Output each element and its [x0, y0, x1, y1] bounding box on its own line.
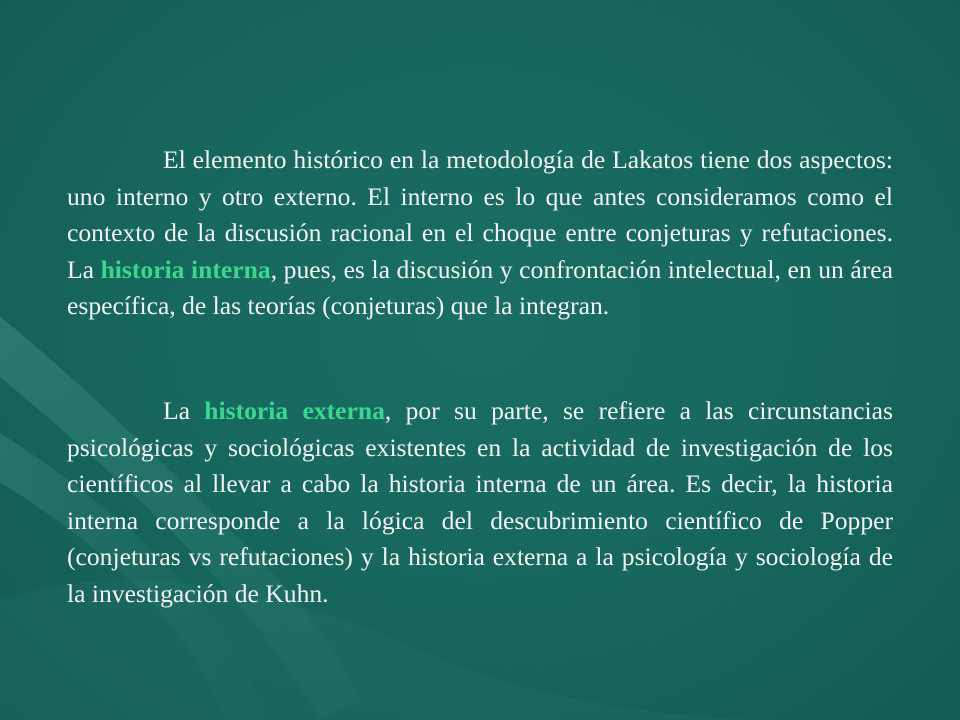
paragraph-2-text-after: , por su parte, se refiere a las circunstancias psicológicas y sociológicas existentes en la actividad de investigación de los científicos al llevar a cabo la historia interna de un área. Es decir, la historia interna corresponde a la lógica del descubrimiento científico de Popper (conjeturas vs refutaciones) y la historia externa a la psicología y sociología de la investigación de Kuhn. — [67, 396, 893, 608]
paragraph-1-text-before: El elemento histórico en la metodología de Lakatos tiene dos aspectos: uno interno y otro externo. El interno es lo que antes consideramos como el contexto de la discusión racional en el choque entre conjeturas y refutaciones. La — [67, 145, 893, 284]
paragraph-1-text-after: , pues, es la discusión y confrontación intelectual, en un área específica, de las teorías (conjeturas) que la integran. — [67, 254, 893, 320]
paragraph-historical-element — [67, 142, 893, 325]
highlight-historia-externa: historia externa — [204, 396, 385, 425]
highlight-historia-interna: historia interna — [100, 254, 271, 284]
paragraph-external-history — [67, 393, 893, 612]
paragraph-2-text-before: La — [163, 396, 205, 425]
